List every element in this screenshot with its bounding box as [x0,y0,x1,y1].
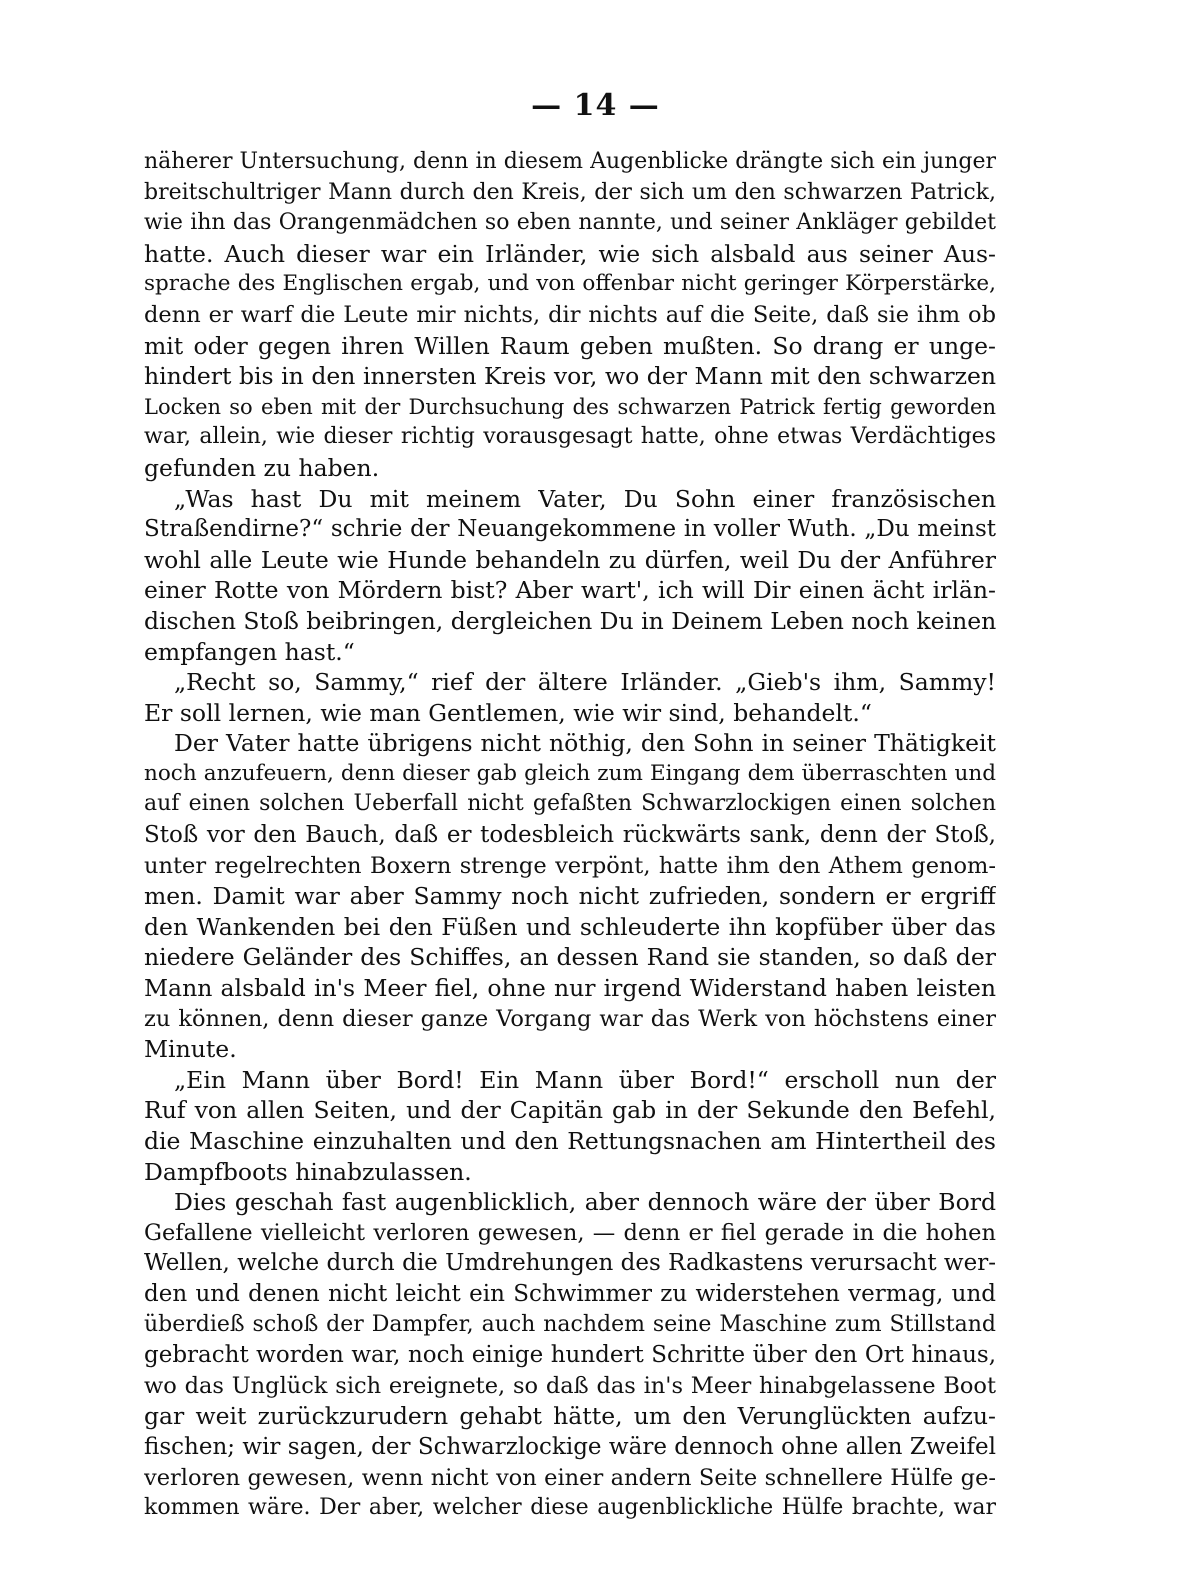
text-line: Locken so eben mit der Durchsuchung des schwarzen Patrick fertig geworden [144,394,996,419]
text-line: überdieß schoß der Dampfer, auch nachdem seine Maschine zum Stillstand [144,1311,996,1337]
text-line: wohl alle Leute wie Hunde behandeln zu dürfen, weil Du der Anführer [144,545,996,574]
text-line: Dampfboots hinabzulassen. [144,1157,472,1186]
page-number: — 14 — [531,88,660,123]
text-line: wie ihn das Orangenmädchen so eben nannte, und seiner Ankläger gebildet [144,210,996,236]
text-line: fischen; wir sagen, der Schwarzlockige wäre dennoch ohne allen Zweifel [144,1433,996,1460]
text-line: Der Vater hatte übrigens nicht nöthig, den Sohn in seiner Thätigkeit [174,729,996,758]
text-line: „Recht so, Sammy,“ rief der ältere Irländer. „Gieb's ihm, Sammy! [174,668,996,697]
text-line: Er soll lernen, wie man Gentlemen, wie wir sind, behandelt.“ [144,698,872,727]
text-line: denn er warf die Leute mir nichts, dir nichts auf die Seite, daß sie ihm ob [144,301,996,328]
text-line: hatte. Auch dieser war ein Irländer, wie sich alsbald aus seiner Aus- [144,239,996,268]
text-line: den Wankenden bei den Füßen und schleuderte ihn kopfüber über das [144,912,996,941]
text-line: den und denen nicht leicht ein Schwimmer zu widerstehen vermag, und [144,1280,996,1307]
text-line: noch anzufeuern, denn dieser gab gleich zum Eingang dem überraschten und [144,760,996,786]
text-line: näherer Untersuchung, denn in diesem Augenblicke drängte sich ein junger [144,149,996,174]
text-line: wo das Unglück sich ereignete, so daß das in's Meer hinabgelassene Boot [144,1372,996,1399]
text-line: breitschultriger Mann durch den Kreis, der sich um den schwarzen Patrick, [144,179,996,205]
text-line: Dies geschah fast augenblicklich, aber dennoch wäre der über Bord [174,1188,996,1217]
text-line: auf einen solchen Ueberfall nicht gefaßten Schwarzlockigen einen solchen [144,791,996,817]
text-line: Stoß vor den Bauch, daß er todesbleich rückwärts sank, denn der Stoß, [144,822,996,849]
text-line: Gefallene vielleicht verloren gewesen, — denn er fiel gerade in die hohen [144,1219,996,1246]
text-line: gar weit zurückzurudern gehabt hätte, um den Verunglückten aufzu- [144,1402,996,1431]
text-line: Straßendirne?“ schrie der Neuangekommene in voller Wuth. „Du meinst [144,516,996,543]
text-line: „Was hast Du mit meinem Vater, Du Sohn einer französischen [174,484,996,513]
text-line: zu können, denn dieser ganze Vorgang war das Werk von höchstens einer [144,1005,996,1032]
text-line: empfangen hast.“ [144,637,355,666]
text-line: unter regelrechten Boxern strenge verpönt, hatte ihm den Athem genom- [144,852,996,879]
text-line: sprache des Englischen ergab, und von offenbar nicht geringer Körperstärke, [144,271,996,297]
text-line: war, allein, wie dieser richtig vorausgesagt hatte, ohne etwas Verdächtiges [144,424,996,450]
text-line: gefunden zu haben. [144,453,380,482]
text-line: „Ein Mann über Bord! Ein Mann über Bord!“ erscholl nun der [174,1065,996,1094]
text-line: die Maschine einzuhalten und den Rettungsnachen am Hintertheil des [144,1127,996,1155]
text-line: mit oder gegen ihren Willen Raum geben mußten. So drang er unge- [144,331,996,360]
text-line: men. Damit war aber Sammy noch nicht zufrieden, sondern er ergriff [144,882,996,911]
text-line: Wellen, welche durch die Umdrehungen des Radkastens verursacht wer- [144,1250,996,1277]
text-line: kommen wäre. Der aber, welcher diese augenblickliche Hülfe brachte, war [144,1495,996,1521]
text-line: dischen Stoß beibringen, dergleichen Du in Deinem Leben noch keinen [144,606,996,635]
text-line: Mann alsbald in's Meer fiel, ohne nur irgend Widerstand haben leisten [144,974,996,1003]
text-line: verloren gewesen, wenn nicht von einer andern Seite schnellere Hülfe ge- [144,1464,996,1491]
text-line: hindert bis in den innersten Kreis vor, wo der Mann mit den schwarzen [144,362,996,391]
text-line: niedere Geländer des Schiffes, an dessen Rand sie standen, so daß der [144,943,996,972]
body-text [144,147,996,1524]
text-line: Ruf von allen Seiten, und der Capitän gab in der Sekunde den Befehl, [144,1096,996,1125]
text-line: gebracht worden war, noch einige hundert Schritte über den Ort hinaus, [144,1342,996,1369]
text-line: Minute. [144,1035,237,1064]
text-line: einer Rotte von Mördern bist? Aber wart', ich will Dir einen ächt irlän- [144,576,996,605]
